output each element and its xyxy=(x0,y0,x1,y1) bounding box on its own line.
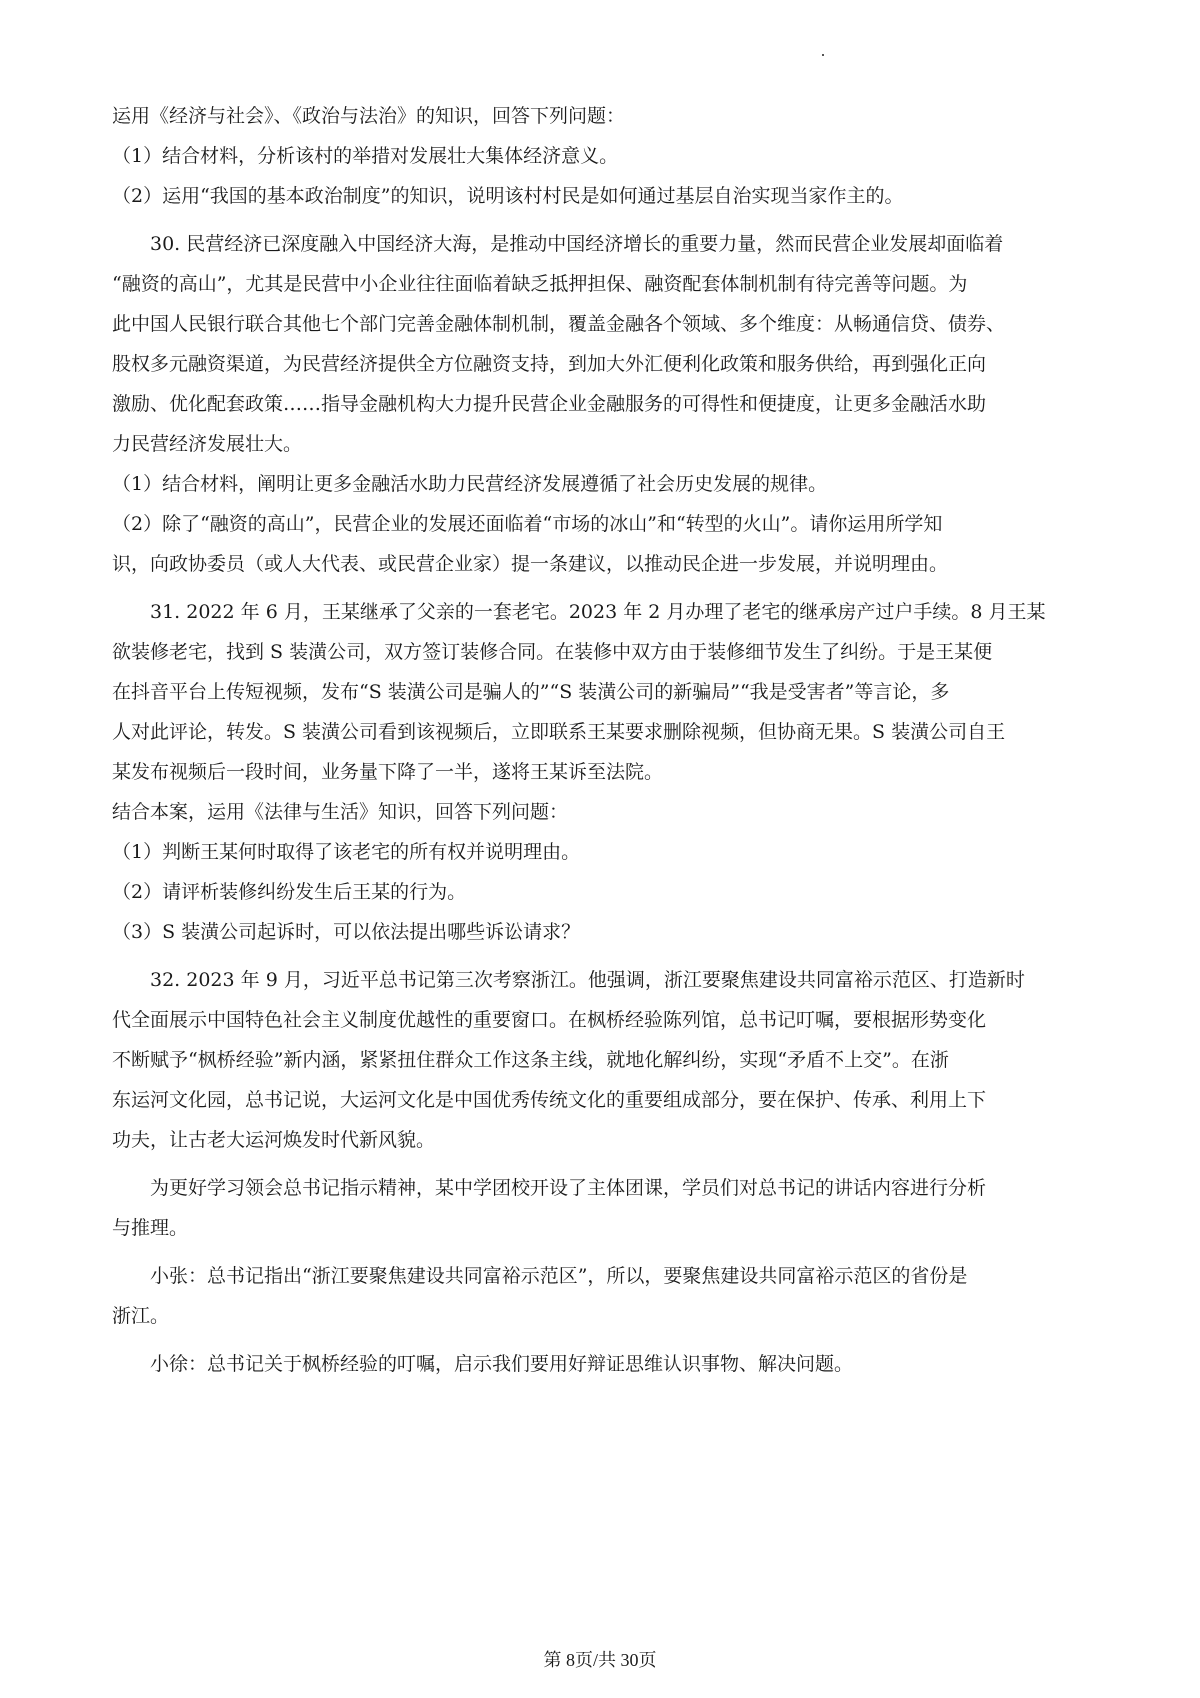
q30-subquestions xyxy=(112,464,1096,584)
q32-line: 功夫，让古老大运河焕发时代新风貌。 xyxy=(112,1129,436,1151)
q31-sub-3: （3）S 装潢公司起诉时，可以依法提出哪些诉讼请求？ xyxy=(112,921,581,943)
q31-line: 在抖音平台上传短视频，发布“S 装潢公司是骗人的”“S 装潢公司的新骗局”“我是受害者”等言论，多 xyxy=(112,681,950,703)
q31-line: 31. 2022 年 6 月，王某继承了父亲的一套老宅。2023 年 2 月办理了老宅的继承房产过户手续。8 月王某 xyxy=(150,601,1046,623)
q30-line: 激励、优化配套政策……指导金融机构大力提升民营企业金融服务的可得性和便捷度，让更多金融活水助 xyxy=(112,393,987,415)
q30-sub-2-line: （2）除了“融资的高山”，民营企业的发展还面临着“市场的冰山”和“转型的火山”。请你运用所学知 xyxy=(112,513,943,535)
q31-stem xyxy=(112,592,1096,952)
q32-stem xyxy=(112,960,1096,1160)
q30-line: “融资的高山”，尤其是民营中小企业往往面临着缺乏抵押担保、融资配套体制机制有待完善等问题。为 xyxy=(112,273,968,295)
q32-para2-line: 为更好学习领会总书记指示精神，某中学团校开设了主体团课，学员们对总书记的讲话内容进行分析 xyxy=(150,1177,987,1199)
xiaozhang-line: 浙江。 xyxy=(112,1305,170,1327)
q30-sub-1: （1）结合材料，阐明让更多金融活水助力民营经济发展遵循了社会历史发展的规律。 xyxy=(112,473,828,495)
q29-intro-line: 运用《经济与社会》、《政治与法治》的知识，回答下列问题： xyxy=(112,105,626,127)
q31-sub-1: （1）判断王某何时取得了该老宅的所有权并说明理由。 xyxy=(112,841,581,863)
q31-line: 人对此评论，转发。S 装潢公司看到该视频后，立即联系王某要求删除视频，但协商无果。S 装潢公司自王 xyxy=(112,721,1006,743)
q29-intro xyxy=(112,96,1096,216)
q32-line: 不断赋予“枫桥经验”新内涵，紧紧扭住群众工作这条主线，就地化解纠纷，实现“矛盾不上交”。在浙 xyxy=(112,1049,949,1071)
q31-line: 某发布视频后一段时间，业务量下降了一半，遂将王某诉至法院。 xyxy=(112,761,664,783)
scan-speck xyxy=(822,54,824,56)
xiaoxu-statement xyxy=(112,1344,1096,1384)
xiaozhang-statement xyxy=(112,1256,1096,1336)
q32-paragraph-2 xyxy=(112,1168,1096,1248)
q31-line: 欲装修老宅，找到 S 装潢公司，双方签订装修合同。在装修中双方由于装修细节发生了纠纷。于是王某便 xyxy=(112,641,993,663)
xiaozhang-line: 小张：总书记指出“浙江要聚焦建设共同富裕示范区”，所以，要聚焦建设共同富裕示范区的省份是 xyxy=(150,1265,968,1287)
q32-line: 32. 2023 年 9 月，习近平总书记第三次考察浙江。他强调，浙江要聚焦建设共同富裕示范区、打造新时 xyxy=(150,969,1025,991)
q31-sub-2: （2）请评析装修纠纷发生后王某的行为。 xyxy=(112,881,467,903)
q30-line: 力民营经济发展壮大。 xyxy=(112,433,303,455)
q32-line: 代全面展示中国特色社会主义制度优越性的重要窗口。在枫桥经验陈列馆，总书记叮嘱，要根据形势变化 xyxy=(112,1009,987,1031)
q30-line: 30. 民营经济已深度融入中国经济大海，是推动中国经济增长的重要力量，然而民营企业发展却面临着 xyxy=(150,233,1004,255)
q30-line: 股权多元融资渠道，为民营经济提供全方位融资支持，到加大外汇便利化政策和服务供给，再到强化正向 xyxy=(112,353,987,375)
document-page xyxy=(112,96,1096,1384)
q31-intro: 结合本案，运用《法律与生活》知识，回答下列问题： xyxy=(112,801,569,823)
q30-stem xyxy=(112,224,1096,464)
q32-line: 东运河文化园，总书记说，大运河文化是中国优秀传统文化的重要组成部分，要在保护、传承、利用上下 xyxy=(112,1089,987,1111)
page-number-footer: 第 8页/共 30页 xyxy=(543,1650,657,1670)
q30-line: 此中国人民银行联合其他七个部门完善金融体制机制，覆盖金融各个领域、多个维度：从畅通信贷、债券、 xyxy=(112,313,1006,335)
q29-sub-2: （2）运用“我国的基本政治制度”的知识，说明该村村民是如何通过基层自治实现当家作主的。 xyxy=(112,185,904,207)
q29-sub-1: （1）结合材料，分析该村的举措对发展壮大集体经济意义。 xyxy=(112,145,619,167)
q30-sub-2-line: 识，向政协委员（或人大代表、或民营企业家）提一条建议，以推动民企进一步发展，并说明理由。 xyxy=(112,553,949,575)
q32-para2-line: 与推理。 xyxy=(112,1217,189,1239)
xiaoxu-line: 小徐：总书记关于枫桥经验的叮嘱，启示我们要用好辩证思维认识事物、解决问题。 xyxy=(150,1353,854,1375)
